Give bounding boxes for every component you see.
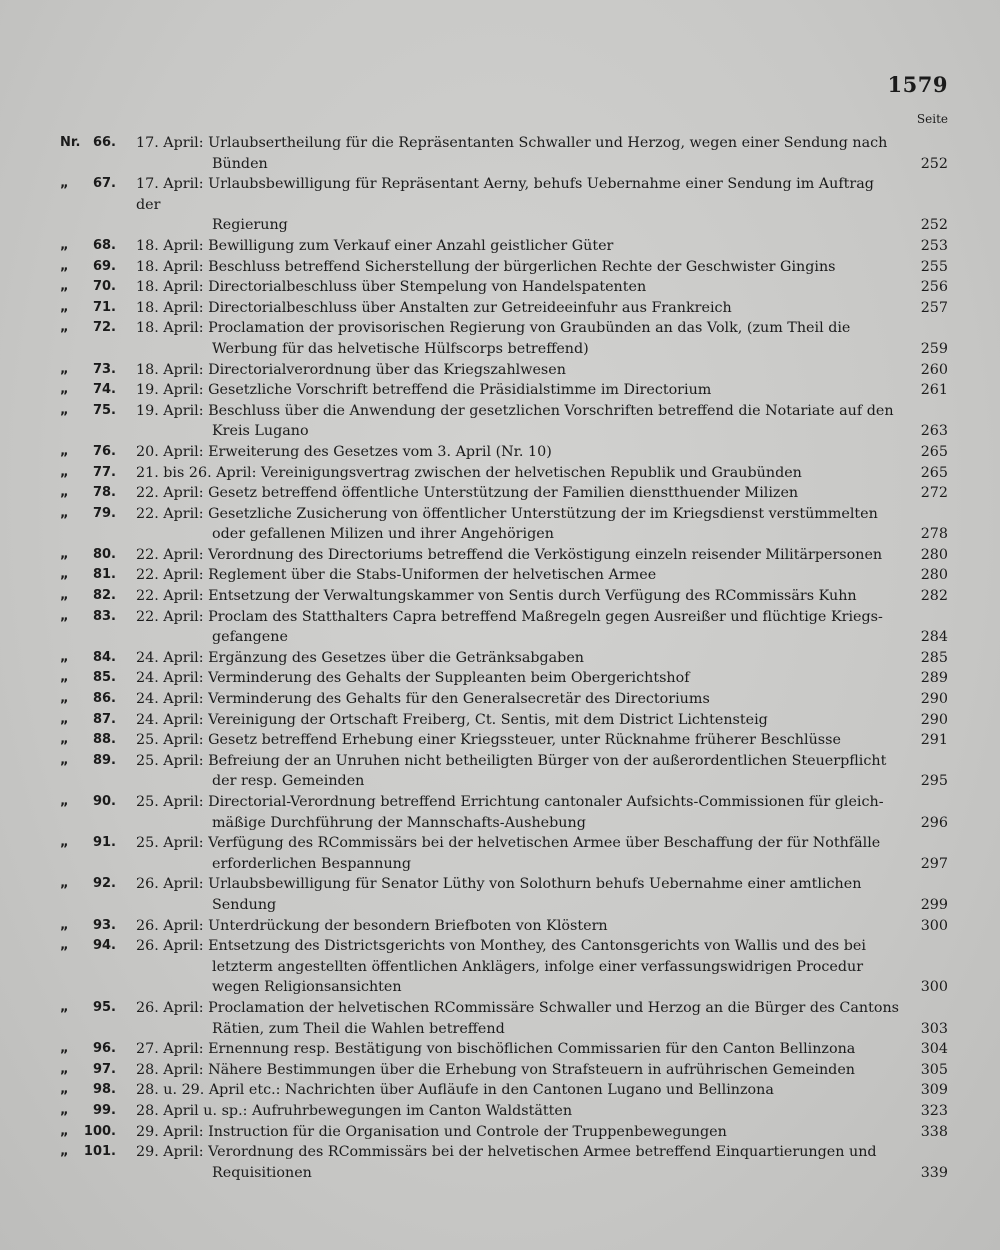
- toc-entry: [60, 607, 948, 648]
- entry-date: 26. April:: [136, 938, 204, 955]
- entry-num: 94.: [92, 938, 116, 954]
- entry-prefix: „: [60, 1041, 69, 1057]
- entry-number: [60, 730, 120, 751]
- entry-num: 69.: [92, 258, 116, 274]
- entry-number: [60, 1080, 120, 1101]
- entry-title: Instruction für die Organisation und Controle der Truppenbewegungen: [208, 1123, 727, 1140]
- entry-title-continued: Werbung für das helvetische Hülfscorps betreffend): [212, 340, 589, 357]
- entry-date: 25. April:: [136, 752, 204, 769]
- entry-num: 73.: [92, 361, 116, 377]
- entry-prefix: „: [60, 608, 69, 624]
- entry-num: 98.: [92, 1082, 116, 1098]
- entry-page: 289: [920, 670, 948, 687]
- entry-prefix: „: [60, 382, 69, 398]
- entry-num: 68.: [92, 237, 116, 253]
- entry-page: 280: [920, 546, 948, 563]
- toc-entry: [60, 730, 948, 751]
- entry-date: 19. April:: [136, 382, 204, 399]
- entry-title: Aufruhrbewegungen im Canton Waldstätten: [251, 1102, 573, 1119]
- entry-num: 74.: [92, 382, 116, 398]
- toc-entry: [60, 1060, 948, 1081]
- entry-num: 78.: [92, 485, 116, 501]
- entry-number: [60, 1122, 120, 1143]
- entry-num: 79.: [92, 505, 116, 521]
- entry-page: 297: [920, 855, 948, 872]
- entry-date: 28. u. 29. April etc.:: [136, 1082, 281, 1099]
- entry-prefix: „: [60, 361, 69, 377]
- toc-entry: [60, 360, 948, 381]
- entry-title: Proclam des Statthalters Capra betreffend Maßregeln gegen Ausreißer und flüchtige Kriegs-: [208, 608, 883, 625]
- entry-title-continued: Kreis Lugano: [212, 423, 309, 440]
- entry-date: 18. April:: [136, 299, 204, 316]
- entry-title: Verordnung des Directoriums betreffend die Verköstigung einzeln reisender Militärpersonen: [208, 546, 883, 563]
- entry-title-continued: der resp. Gemeinden: [212, 773, 365, 790]
- entry-title-continued: Sendung: [212, 896, 277, 913]
- entry-title: Proclamation der helvetischen RCommissäre Schwaller und Herzog an die Bürger des Cantons: [208, 999, 899, 1016]
- entry-title-continued: Bünden: [212, 155, 268, 172]
- entry-prefix: „: [60, 299, 69, 315]
- entry-date: 18. April:: [136, 237, 204, 254]
- entry-number: [60, 545, 120, 566]
- entry-title: Nachrichten über Aufläufe in den Cantonen Lugano und Bellinzona: [284, 1082, 774, 1099]
- entry-prefix: „: [60, 999, 69, 1015]
- toc-entry: [60, 710, 948, 731]
- entry-num: 87.: [92, 711, 116, 727]
- entry-title: Urlaubsertheilung für die Repräsentanten Schwaller und Herzog, wegen einer Sendung nach: [208, 135, 888, 151]
- toc-entry: [60, 874, 948, 915]
- entry-page: 278: [920, 526, 948, 543]
- entry-num: 71.: [92, 299, 116, 315]
- entry-title: Directorialbeschluss über Anstalten zur Getreideeinfuhr aus Frankreich: [208, 299, 732, 316]
- toc-entry: [60, 936, 948, 998]
- entry-page: 265: [920, 443, 948, 460]
- toc-entry: [60, 298, 948, 319]
- toc-entry: [60, 565, 948, 586]
- entry-date: 25. April:: [136, 835, 204, 852]
- toc-entry: [60, 133, 948, 174]
- entry-title: Beschluss betreffend Sicherstellung der bürgerlichen Rechte der Geschwister Gingins: [208, 258, 836, 275]
- entry-prefix: „: [60, 649, 69, 665]
- entry-title: Verordnung des RCommissärs bei der helvetischen Armee betreffend Einquartierungen und: [208, 1144, 877, 1161]
- entry-prefix: „: [60, 567, 69, 583]
- entry-date: 28. April:: [136, 1061, 204, 1078]
- entry-page: 290: [920, 691, 948, 708]
- entry-page: 284: [920, 629, 948, 646]
- toc-entry: [60, 483, 948, 504]
- entry-date: 22. April:: [136, 608, 204, 625]
- entry-title: Gesetz betreffend öffentliche Unterstützung der Familien dienstthuender Milizen: [208, 485, 799, 502]
- entry-prefix: „: [60, 176, 69, 192]
- toc-entry: [60, 751, 948, 792]
- entry-title: Gesetzliche Zusicherung von öffentlicher Unterstützung der im Kriegsdienst verstümmelten: [208, 505, 878, 522]
- entry-date: 25. April:: [136, 794, 204, 810]
- toc-entry: [60, 916, 948, 937]
- entry-prefix: „: [60, 1082, 69, 1098]
- entry-page: 299: [920, 896, 948, 913]
- page-column-label: Seite: [916, 112, 948, 126]
- page-number: 1579: [887, 72, 948, 97]
- entry-date: 22. April:: [136, 567, 204, 584]
- entry-num: 83.: [92, 608, 116, 624]
- entry-title: Proclamation der provisorischen Regierung von Graubünden an das Volk, (zum Theil die: [208, 320, 851, 337]
- entry-prefix: „: [60, 505, 69, 521]
- entry-date: 27. April:: [136, 1041, 204, 1058]
- toc-entry: [60, 1122, 948, 1143]
- entry-page: 290: [920, 711, 948, 728]
- entry-date: 18. April:: [136, 258, 204, 275]
- entry-num: 101.: [83, 1144, 116, 1160]
- entry-prefix: „: [60, 711, 69, 727]
- entry-number: [60, 318, 120, 339]
- entry-number: [60, 874, 120, 895]
- entry-num: 86.: [92, 691, 116, 707]
- entry-prefix: „: [60, 588, 69, 604]
- entry-date: 24. April:: [136, 670, 204, 687]
- toc-entry: [60, 318, 948, 359]
- entry-date: 21. bis 26. April:: [136, 464, 257, 481]
- entry-title: Ernennung resp. Bestätigung von bischöflichen Commissarien für den Canton Bellinzona: [208, 1041, 856, 1058]
- entry-number: [60, 710, 120, 731]
- entry-title-continued: Rätien, zum Theil die Wahlen betreffend: [212, 1020, 505, 1037]
- entry-date: 24. April:: [136, 649, 204, 666]
- entry-page: 296: [920, 814, 948, 831]
- entry-number: [60, 668, 120, 689]
- entry-page: 265: [920, 464, 948, 481]
- toc-entry: [60, 380, 948, 401]
- entry-num: 67.: [92, 176, 116, 192]
- entry-num: 70.: [92, 279, 116, 295]
- entry-date: 26. April:: [136, 999, 204, 1016]
- entry-number: [60, 1039, 120, 1060]
- toc-entry: [60, 442, 948, 463]
- entry-num: 81.: [92, 567, 116, 583]
- toc-entry: [60, 1101, 948, 1122]
- entry-prefix: „: [60, 464, 69, 480]
- entry-date: 24. April:: [136, 711, 204, 728]
- entry-date: 26. April:: [136, 917, 204, 934]
- entry-number: [60, 998, 120, 1019]
- entry-title: Directorialbeschluss über Stempelung von Handelspatenten: [208, 279, 647, 296]
- entry-title: Directorialverordnung über das Kriegszahlwesen: [208, 361, 566, 378]
- entry-num: 90.: [92, 794, 116, 809]
- entry-prefix: „: [60, 1123, 69, 1139]
- entry-title: Unterdrückung der besondern Briefboten von Klöstern: [208, 917, 608, 934]
- entry-title: Reglement über die Stabs-Uniformen der helvetischen Armee: [208, 567, 657, 584]
- entry-prefix: „: [60, 485, 69, 501]
- entry-page: 261: [920, 382, 948, 399]
- entry-number: [60, 586, 120, 607]
- entry-number: [60, 1142, 120, 1163]
- entry-prefix: „: [60, 320, 69, 336]
- entry-prefix: „: [60, 402, 69, 418]
- entry-title: Nähere Bestimmungen über die Erhebung von Strafsteuern in aufrührischen Gemeinden: [208, 1061, 855, 1078]
- entry-title: Beschluss über die Anwendung der gesetzlichen Vorschriften betreffend die Notariate auf den: [208, 402, 894, 419]
- entry-prefix: „: [60, 279, 69, 295]
- entry-number: [60, 689, 120, 710]
- entry-number: [60, 463, 120, 484]
- entry-page: 257: [920, 299, 948, 316]
- entry-number: [60, 1060, 120, 1081]
- entry-page: 309: [920, 1082, 948, 1099]
- entry-title: Gesetz betreffend Erhebung einer Kriegssteuer, unter Rücknahme früherer Beschlüsse: [208, 732, 841, 749]
- entry-number: [60, 360, 120, 381]
- entry-number: [60, 607, 120, 628]
- entry-number: [60, 133, 120, 154]
- toc-entry: [60, 586, 948, 607]
- entry-date: 22. April:: [136, 588, 204, 605]
- entry-page: 295: [920, 773, 948, 790]
- entry-prefix: „: [60, 237, 69, 253]
- toc-entry: [60, 1142, 948, 1183]
- toc-entry: [60, 668, 948, 689]
- entry-title: Entsetzung des Districtsgerichts von Monthey, des Cantonsgerichts von Wallis und des bei: [208, 938, 866, 955]
- entry-prefix: „: [60, 258, 69, 274]
- entry-page: 323: [920, 1102, 948, 1119]
- entry-number: [60, 174, 120, 195]
- toc-entry: [60, 792, 948, 833]
- entry-number: [60, 936, 120, 957]
- entry-page: 338: [920, 1123, 948, 1140]
- entry-num: 88.: [92, 732, 116, 748]
- entry-page: 255: [920, 258, 948, 275]
- entry-title-continued: Regierung: [212, 217, 288, 234]
- entry-page: 300: [920, 917, 948, 934]
- entry-title: Erweiterung des Gesetzes vom 3. April (Nr. 10): [208, 443, 552, 460]
- entry-prefix: „: [60, 691, 69, 707]
- entry-number: [60, 277, 120, 298]
- entry-prefix: „: [60, 546, 69, 562]
- entry-num: 93.: [92, 917, 116, 933]
- entry-title-continued: Requisitionen: [212, 1164, 312, 1181]
- entry-prefix: „: [60, 732, 69, 748]
- entry-page: 259: [920, 340, 948, 357]
- entry-prefix: Nr.: [60, 135, 81, 150]
- entry-title: Entsetzung der Verwaltungskammer von Sentis durch Verfügung des RCommissärs Kuhn: [208, 588, 857, 605]
- toc-entry: [60, 504, 948, 545]
- entry-num: 99.: [92, 1102, 116, 1118]
- entry-date: 29. April:: [136, 1123, 204, 1140]
- entry-num: 96.: [92, 1041, 116, 1057]
- entry-title-continued: mäßige Durchführung der Mannschafts-Aushebung: [212, 814, 586, 831]
- entry-prefix: „: [60, 938, 69, 954]
- entry-page: 252: [920, 155, 948, 172]
- toc-entry: [60, 1080, 948, 1101]
- entry-title-continued: oder gefallenen Milizen und ihrer Angehörigen: [212, 526, 554, 543]
- entry-title-continued: wegen Religionsansichten: [212, 979, 402, 996]
- entry-date: 29. April:: [136, 1144, 204, 1161]
- entry-title: Vereinigung der Ortschaft Freiberg, Ct. Sentis, mit dem District Lichtensteig: [208, 711, 768, 728]
- entry-date: 17. April:: [136, 135, 204, 151]
- entry-num: 97.: [92, 1061, 116, 1077]
- entry-title-continued: erforderlichen Bespannung: [212, 855, 412, 872]
- entry-prefix: „: [60, 917, 69, 933]
- entry-date: 18. April:: [136, 361, 204, 378]
- entry-prefix: „: [60, 443, 69, 459]
- entry-number: [60, 380, 120, 401]
- entry-title: Verminderung des Gehalts der Suppleanten beim Obergerichtshof: [208, 670, 690, 687]
- entry-page: 305: [920, 1061, 948, 1078]
- entry-num: 76.: [92, 443, 116, 459]
- toc-entry: [60, 689, 948, 710]
- entry-title: Directorial-Verordnung betreffend Errichtung cantonaler Aufsichts-Commissionen für gleich-: [208, 794, 884, 810]
- toc-entry: [60, 277, 948, 298]
- entry-date: 22. April:: [136, 546, 204, 563]
- entry-page: 253: [920, 237, 948, 254]
- entry-num: 92.: [92, 876, 116, 892]
- entry-prefix: „: [60, 1144, 69, 1160]
- entry-prefix: „: [60, 1102, 69, 1118]
- entry-title: Vereinigungsvertrag zwischen der helvetischen Republik und Graubünden: [261, 464, 802, 481]
- entry-page: 256: [920, 279, 948, 296]
- toc-entry: [60, 174, 948, 236]
- entry-title-continued: letzterm angestellten öffentlichen Anklägers, infolge einer verfassungswidrigen Procedur: [212, 958, 864, 975]
- entry-date: 22. April:: [136, 505, 204, 522]
- entry-num: 80.: [92, 546, 116, 562]
- entry-num: 84.: [92, 649, 116, 665]
- entry-num: 72.: [92, 320, 116, 336]
- entry-number: [60, 298, 120, 319]
- entry-num: 91.: [92, 835, 116, 851]
- entry-title: Verfügung des RCommissärs bei der helvetischen Armee über Beschaffung der für Nothfälle: [208, 835, 881, 852]
- entry-title: Bewilligung zum Verkauf einer Anzahl geistlicher Güter: [208, 237, 614, 254]
- entry-date: 20. April:: [136, 443, 204, 460]
- entry-prefix: „: [60, 876, 69, 892]
- entry-date: 18. April:: [136, 279, 204, 296]
- entry-number: [60, 257, 120, 278]
- entry-page: 260: [920, 361, 948, 378]
- entry-prefix: „: [60, 670, 69, 686]
- entry-page: 285: [920, 649, 948, 666]
- entry-page: 282: [920, 588, 948, 605]
- entry-page: 300: [920, 979, 948, 996]
- entry-page: 280: [920, 567, 948, 584]
- entry-number: [60, 648, 120, 669]
- entry-date: 28. April u. sp.:: [136, 1102, 248, 1119]
- entry-page: 304: [920, 1041, 948, 1058]
- entry-number: [60, 565, 120, 586]
- entry-date: 22. April:: [136, 485, 204, 502]
- entry-title: Verminderung des Gehalts für den Generalsecretär des Directoriums: [208, 691, 710, 708]
- entry-number: [60, 236, 120, 257]
- entry-num: 75.: [92, 402, 116, 418]
- table-of-contents: [60, 133, 948, 1183]
- entry-number: [60, 1101, 120, 1122]
- entry-prefix: „: [60, 794, 69, 809]
- entry-prefix: „: [60, 1061, 69, 1077]
- entry-number: [60, 916, 120, 937]
- entry-page: 303: [920, 1020, 948, 1037]
- entry-number: [60, 442, 120, 463]
- entry-number: [60, 833, 120, 854]
- entry-date: 25. April:: [136, 732, 204, 749]
- entry-prefix: „: [60, 835, 69, 851]
- entry-page: 252: [920, 217, 948, 234]
- entry-num: 66.: [92, 135, 116, 150]
- toc-entry: [60, 236, 948, 257]
- entry-num: 77.: [92, 464, 116, 480]
- entry-title-continued: gefangene: [212, 629, 288, 646]
- entry-title: Urlaubsbewilligung für Senator Lüthy von Solothurn behufs Uebernahme einer amtlichen: [208, 876, 862, 893]
- entry-num: 100.: [83, 1123, 116, 1139]
- entry-num: 95.: [92, 999, 116, 1015]
- entry-title: Urlaubsbewilligung für Repräsentant Aerny, behufs Uebernahme einer Sendung im Auftrag der: [136, 176, 874, 213]
- entry-number: [60, 504, 120, 525]
- entry-num: 89.: [92, 752, 116, 768]
- entry-page: 272: [920, 485, 948, 502]
- entry-number: [60, 401, 120, 422]
- entry-date: 24. April:: [136, 691, 204, 708]
- entry-page: 339: [920, 1164, 948, 1181]
- entry-title: Ergänzung des Gesetzes über die Getränksabgaben: [208, 649, 584, 666]
- toc-entry: [60, 463, 948, 484]
- entry-num: 85.: [92, 670, 116, 686]
- entry-date: 19. April:: [136, 402, 204, 419]
- toc-entry: [60, 998, 948, 1039]
- toc-entry: [60, 1039, 948, 1060]
- toc-entry: [60, 257, 948, 278]
- entry-page: 291: [920, 732, 948, 749]
- entry-date: 26. April:: [136, 876, 204, 893]
- entry-number: [60, 483, 120, 504]
- entry-date: 17. April:: [136, 176, 204, 193]
- entry-number: [60, 751, 120, 772]
- toc-entry: [60, 833, 948, 874]
- toc-entry: [60, 401, 948, 442]
- entry-date: 18. April:: [136, 320, 204, 337]
- entry-num: 82.: [92, 588, 116, 604]
- toc-entry: [60, 648, 948, 669]
- entry-title: Befreiung der an Unruhen nicht betheiligten Bürger von der außerordentlichen Steuerpflicht: [208, 752, 887, 769]
- entry-number: [60, 792, 120, 813]
- entry-page: 263: [920, 423, 948, 440]
- entry-prefix: „: [60, 752, 69, 768]
- entry-title: Gesetzliche Vorschrift betreffend die Präsidialstimme im Directorium: [208, 382, 712, 399]
- toc-entry: [60, 545, 948, 566]
